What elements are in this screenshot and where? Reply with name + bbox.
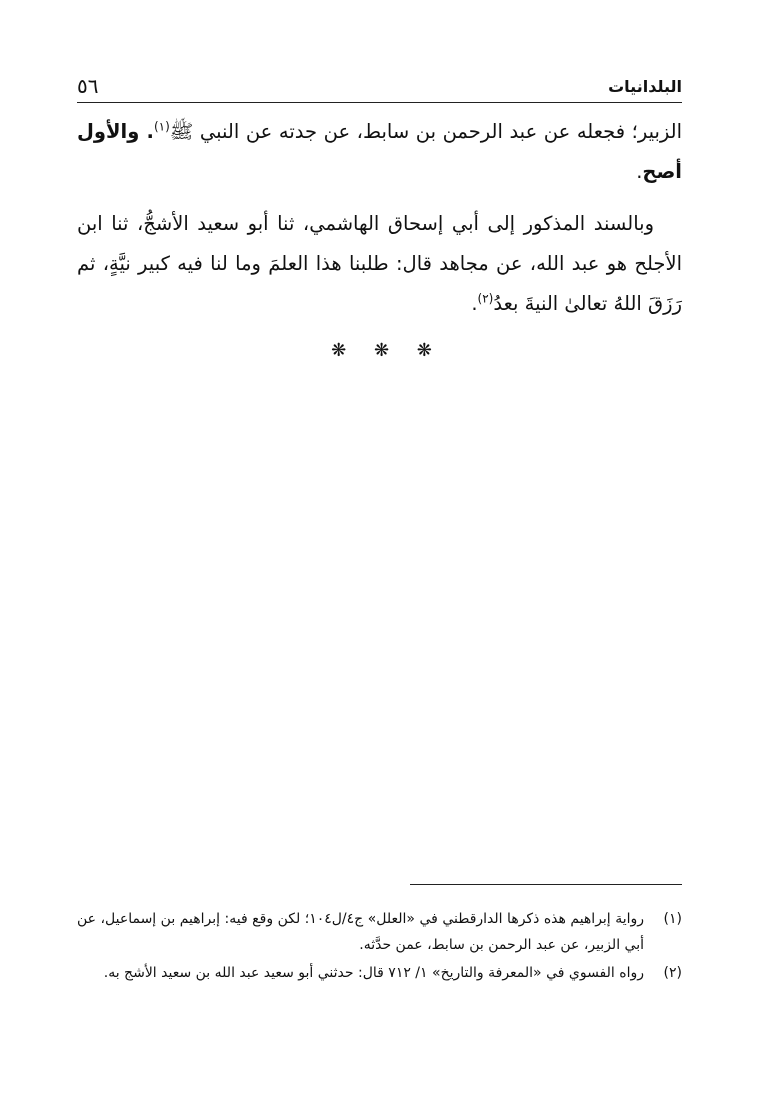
paragraph-1-end: .	[636, 160, 643, 183]
footnote-text: رواه الفسوي في «المعرفة والتاريخ» ١/ ٧١٢ قال: حدثني أبو سعيد عبد الله بن سعيد الأشج به.	[103, 965, 644, 981]
footnotes	[77, 906, 682, 988]
footnote-item	[77, 960, 682, 986]
paragraph-2-end: .	[471, 292, 478, 315]
paragraph-1	[77, 112, 682, 192]
footnote-text: رواية إبراهيم هذه ذكرها الدارقطني في «العلل» ج٤/ل١٠٤؛ لكن وقع فيه: إبراهيم بن إسماعيل، عن أبي الزبير، عن عبد الرحمن بن سابط، عمن حدَّثه.	[77, 911, 645, 953]
paragraph-1-text: الزبير؛ فجعله عن عبد الرحمن بن سابط، عن جدته عن النبي ﷺ	[169, 120, 683, 143]
footnote-ref-1[interactable]: (١)	[153, 119, 170, 134]
running-header	[77, 66, 682, 103]
main-text	[77, 112, 682, 324]
footnote-number: (٢)	[663, 965, 682, 981]
footnote-ref-2[interactable]: (٢)	[477, 291, 494, 306]
footnote-number: (١)	[663, 911, 682, 927]
header-title: البلدانيات	[608, 77, 682, 96]
section-separator: ❋ ❋ ❋	[331, 340, 432, 361]
footnote-rule	[410, 884, 682, 885]
paragraph-2	[77, 204, 682, 324]
paragraph-1-bold: . والأول أصح	[77, 120, 682, 183]
footnote-item	[77, 906, 682, 958]
paragraph-2-text: وبالسند المذكور إلى أبي إسحاق الهاشمي، ثنا أبو سعيد الأشجُّ، ثنا ابن الأجلح هو عبد الله، عن مجاهد قال: طلبنا هذا العلمَ وما لنا فيه كبير نيَّةٍ، ثم رَزَقَ اللهُ تعالىٰ النيةَ بعدُ	[77, 212, 682, 315]
page-number: ٥٦	[77, 74, 99, 98]
